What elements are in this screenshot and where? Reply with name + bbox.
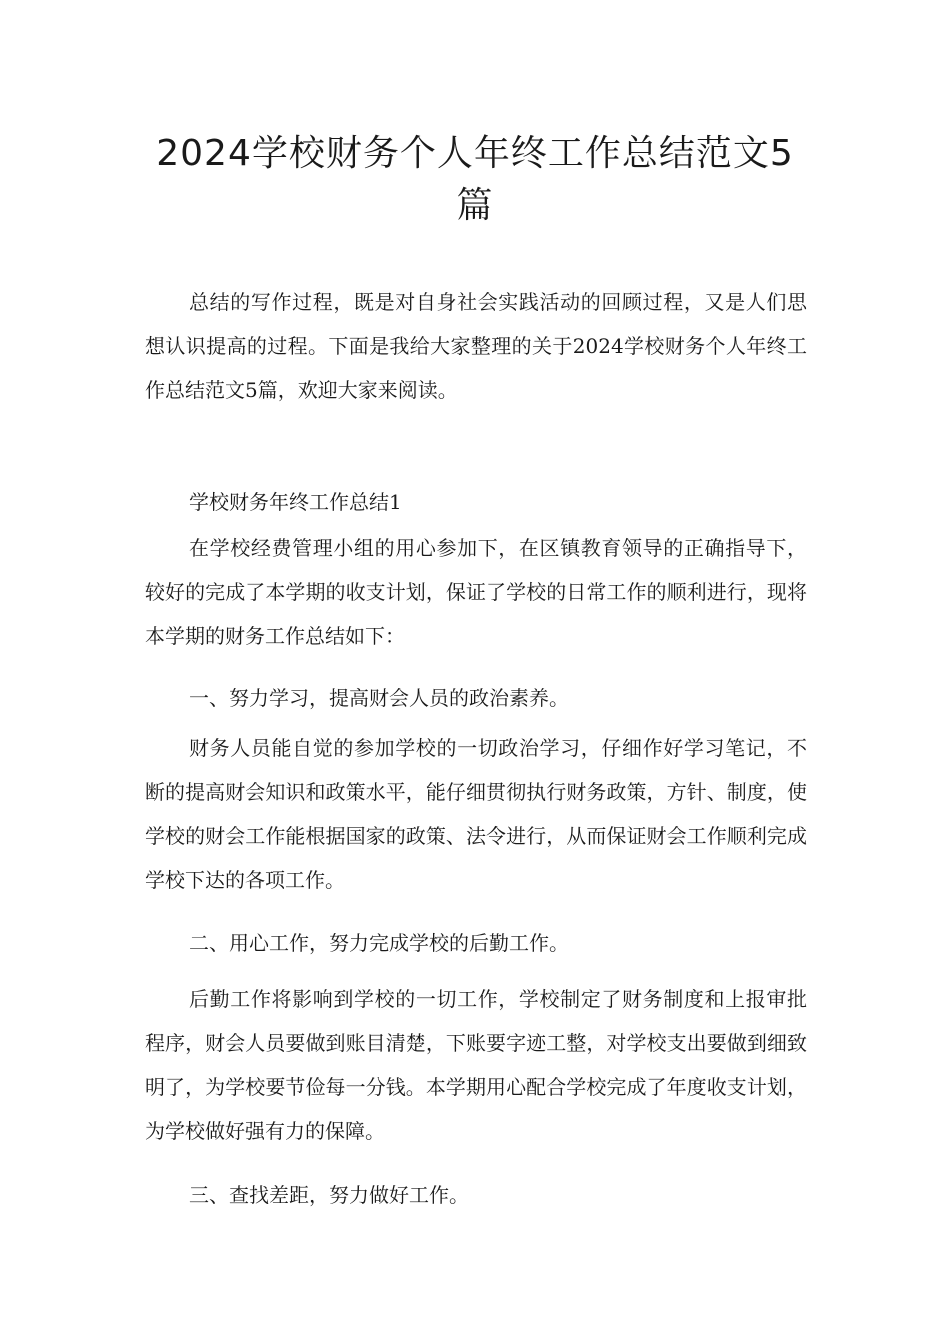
paragraph-opening: 在学校经费管理小组的用心参加下，在区镇教育领导的正确指导下，较好的完成了本学期的收支计划，保证了学校的日常工作的顺利进行，现将本学期的财务工作总结如下： — [145, 536, 807, 648]
section-title: 学校财务年终工作总结1 — [189, 490, 402, 514]
paragraph-logistics: 后勤工作将影响到学校的一切工作，学校制定了财务制度和上报审批程序，财会人员要做到账目清楚，下账要字迹工整，对学校支出要做到细致明了，为学校要节俭每一分钱。本学期用心配合学校完成了年度收支计划，为学校做好强有力的保障。 — [145, 987, 807, 1143]
intro-paragraph: 总结的写作过程，既是对自身社会实践活动的回顾过程，又是人们思想认识提高的过程。下面是我给大家整理的关于2024学校财务个人年终工作总结范文5篇，欢迎大家来阅读。 — [145, 290, 807, 402]
heading-logistics: 二、用心工作，努力完成学校的后勤工作。 — [189, 931, 569, 955]
paragraph-study: 财务人员能自觉的参加学校的一切政治学习，仔细作好学习笔记，不断的提高财会知识和政策水平，能仔细贯彻执行财务政策，方针、制度，使学校的财会工作能根据国家的政策、法令进行，从而保证财会工作顺利完成学校下达的各项工作。 — [145, 736, 807, 892]
heading-study: 一、努力学习，提高财会人员的政治素养。 — [189, 686, 569, 710]
heading-gaps: 三、查找差距，努力做好工作。 — [189, 1183, 469, 1207]
document-title: 2024学校财务个人年终工作总结范文5篇 — [156, 133, 794, 226]
